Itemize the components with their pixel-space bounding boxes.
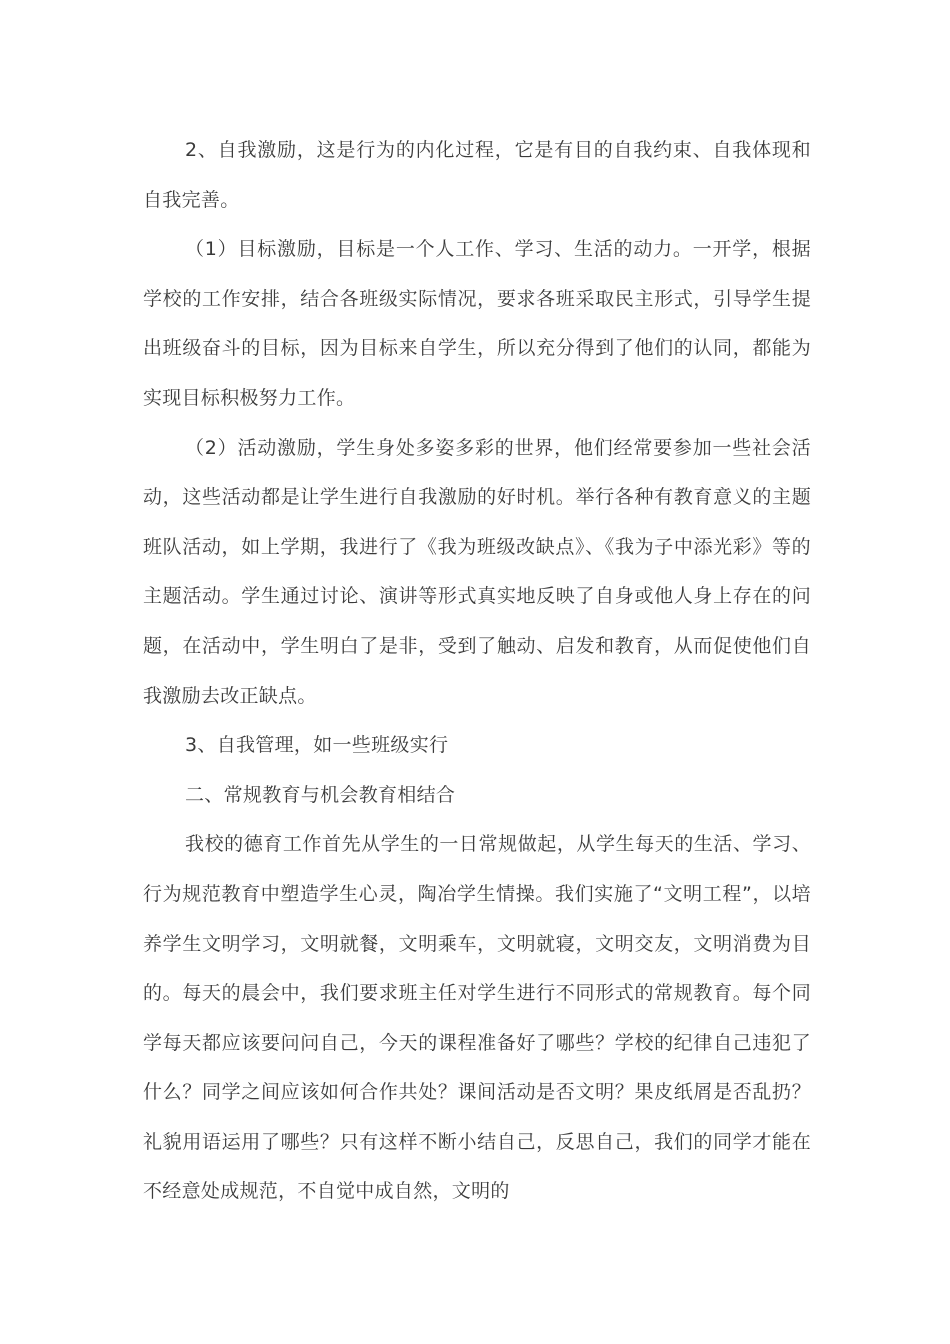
document-body (143, 126, 811, 1217)
paragraph-routine-education: 我校的德育工作首先从学生的一日常规做起，从学生每天的生活、学习、行为规范教育中塑造学生心灵，陶冶学生情操。我们实施了“文明工程”，以培养学生文明学习，文明就餐，文明乘车，文明就寝，文明交友，文明消费为目的。每天的晨会中，我们要求班主任对学生进行不同形式的常规教育。每个同学每天都应该要问问自己，今天的课程准备好了哪些？学校的纪律自己违犯了什么？同学之间应该如何合作共处？课间活动是否文明？果皮纸屑是否乱扔？礼貌用语运用了哪些？只有这样不断小结自己，反思自己，我们的同学才能在不经意处成规范，不自觉中成自然，文明的 (143, 833, 811, 1203)
paragraph-goal-motivation: （1）目标激励，目标是一个人工作、学习、生活的动力。一开学，根据学校的工作安排，结合各班级实际情况，要求各班采取民主形式，引导学生提出班级奋斗的目标，因为目标来自学生，所以充分得到了他们的认同，都能为实现目标积极努力工作。 (143, 238, 811, 409)
paragraph-activity-motivation: （2）活动激励，学生身处多姿多彩的世界，他们经常要参加一些社会活动，这些活动都是让学生进行自我激励的好时机。举行各种有教育意义的主题班队活动，如上学期，我进行了《我为班级改缺点》、《我为子中添光彩》等的主题活动。学生通过讨论、演讲等形式真实地反映了自身或他人身上存在的问题，在活动中，学生明白了是非，受到了触动、启发和教育，从而促使他们自我激励去改正缺点。 (143, 436, 811, 707)
paragraph-self-motivation: 2、自我激励，这是行为的内化过程，它是有目的自我约束、自我体现和自我完善。 (143, 139, 811, 211)
paragraph-self-management: 3、自我管理，如一些班级实行 (185, 734, 449, 757)
section-heading-routine-education: 二、常规教育与机会教育相结合 (185, 783, 456, 806)
